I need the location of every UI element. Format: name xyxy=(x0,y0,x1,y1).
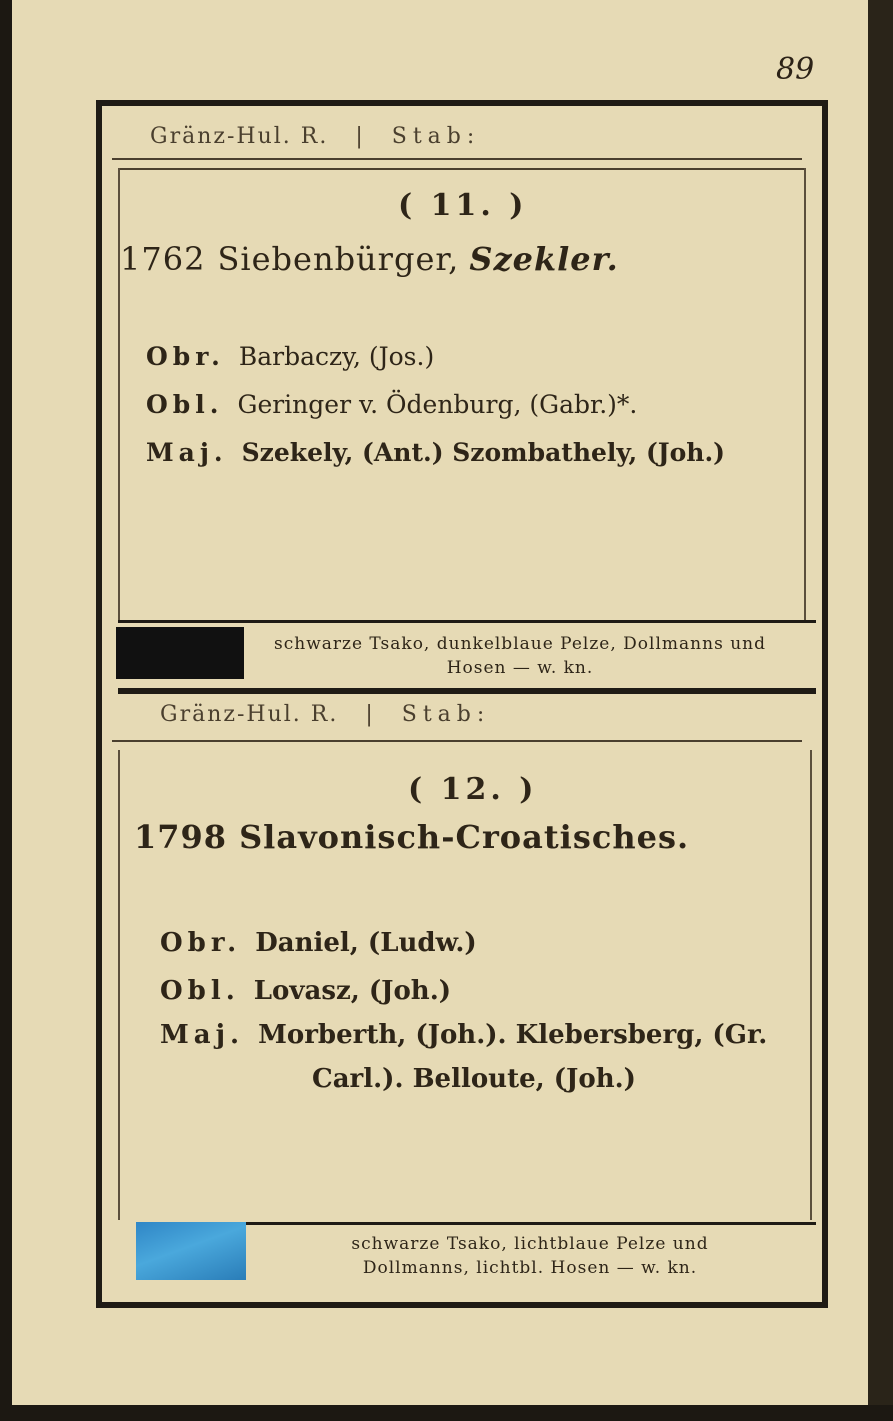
section-divider xyxy=(118,688,816,694)
officer-name: Daniel, (Ludw.) xyxy=(255,928,477,958)
regiment-number: ( 12. ) xyxy=(408,772,538,807)
officer-rank: Obr. xyxy=(146,342,225,371)
uniform-rule xyxy=(118,620,816,623)
regiment-subname: Szekler. xyxy=(469,240,619,278)
regiment-name: Slavonisch-Croatisches. xyxy=(239,818,690,856)
officer-rank: Maj. xyxy=(160,1020,245,1050)
uniform-color-swatch xyxy=(116,627,244,679)
page-edge-bottom xyxy=(0,1405,893,1421)
inner-box-left xyxy=(118,750,120,1220)
uniform-line: schwarze Tsako, dunkelblaue Pelze, Dollmanns und Hosen — w. kn. xyxy=(274,634,766,678)
officer-rank: Maj. xyxy=(146,438,228,467)
regiment-year: 1762 xyxy=(120,240,206,278)
section-header xyxy=(160,702,490,727)
regiment-number: ( 11. ) xyxy=(398,188,528,223)
header-left: Gränz-Hul. R. xyxy=(150,124,329,149)
uniform-description xyxy=(250,1232,810,1280)
uniform-line: schwarze Tsako, lichtblaue Pelze und xyxy=(351,1234,709,1254)
officer-rank: Obl. xyxy=(160,976,240,1006)
header-left: Gränz-Hul. R. xyxy=(160,702,339,727)
inner-box-left xyxy=(118,168,120,620)
officer-line xyxy=(160,1020,767,1050)
officer-name: Szekely, (Ant.) Szombathely, (Joh.) xyxy=(241,438,725,467)
officer-name: Lovasz, (Joh.) xyxy=(253,976,452,1006)
officer-name: Morberth, (Joh.). Klebersberg, (Gr. xyxy=(258,1020,768,1050)
inner-box-top xyxy=(118,168,804,170)
regiment-name: Siebenbürger, xyxy=(217,240,460,278)
inner-box-right xyxy=(810,750,812,1220)
page-number: 89 xyxy=(776,52,815,87)
officer-line xyxy=(160,928,477,958)
header-rule xyxy=(112,158,802,160)
uniform-rule xyxy=(244,1222,816,1225)
header-right: Stab: xyxy=(391,124,481,149)
officer-rank: Obl. xyxy=(146,390,224,419)
page-gutter xyxy=(0,0,12,1421)
uniform-color-swatch xyxy=(136,1222,246,1280)
header-right: Stab: xyxy=(401,702,491,727)
page-edge-right xyxy=(868,0,893,1421)
officer-line xyxy=(146,342,434,371)
officer-line xyxy=(146,438,725,467)
uniform-line: Dollmanns, lichtbl. Hosen — w. kn. xyxy=(362,1258,698,1278)
officer-name: Geringer v. Ödenburg, (Gabr.)*. xyxy=(237,390,638,419)
section-header xyxy=(150,124,480,149)
header-separator: | xyxy=(355,124,365,149)
regiment-title xyxy=(120,240,619,278)
uniform-description xyxy=(250,632,790,680)
header-separator: | xyxy=(365,702,375,727)
regiment-year: 1798 xyxy=(134,818,228,856)
inner-box-right xyxy=(804,168,806,620)
officer-continuation: Carl.). Belloute, (Joh.) xyxy=(312,1064,636,1094)
officer-line xyxy=(160,976,451,1006)
officer-rank: Obr. xyxy=(160,928,242,958)
officer-line xyxy=(146,390,637,419)
officer-name: Barbaczy, (Jos.) xyxy=(238,342,435,371)
regiment-title xyxy=(134,818,689,856)
header-rule xyxy=(112,740,802,742)
